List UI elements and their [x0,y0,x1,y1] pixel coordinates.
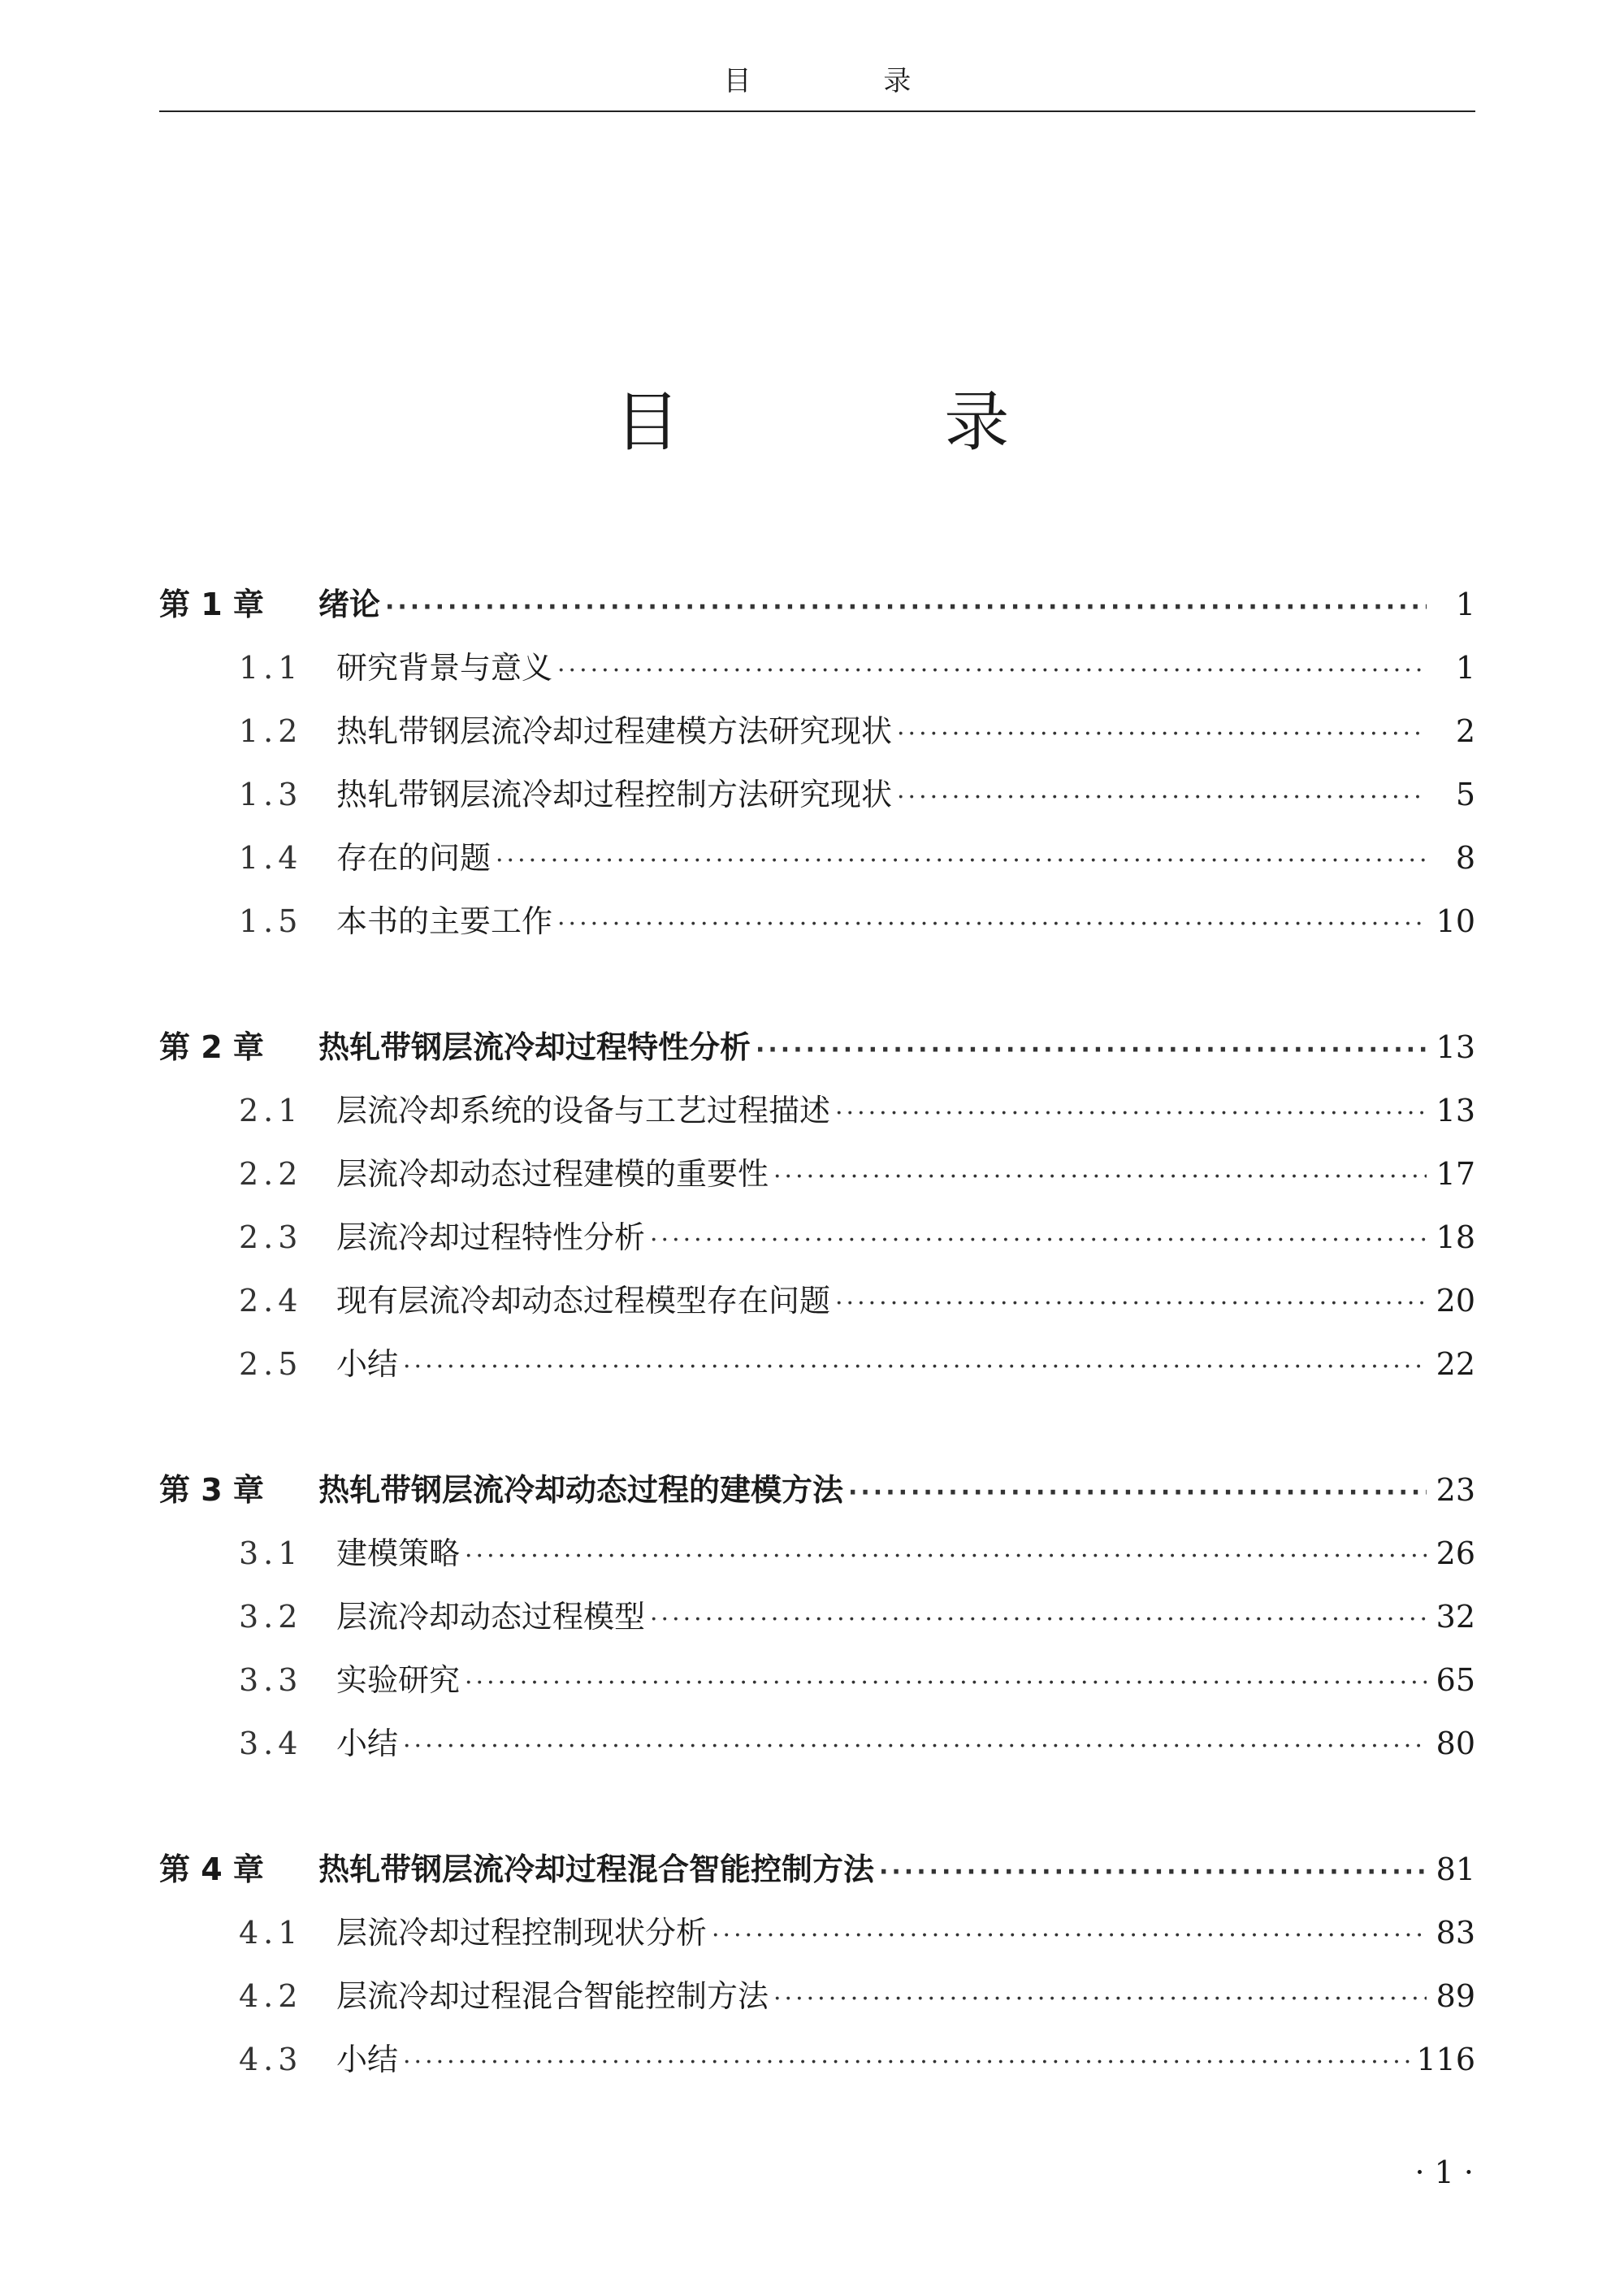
toc-section-entry[interactable] [159,1142,1475,1206]
entry-number: 1.3 [239,777,303,812]
dot-leader [769,1968,1427,2031]
dot-leader [830,1272,1427,1336]
entry-title: 现有层流冷却动态过程模型存在问题 [336,1283,831,1319]
toc-chapter-entry[interactable] [159,573,1475,636]
entry-page: 83 [1436,1915,1475,1951]
entry-page: 2 [1455,713,1475,749]
entry-title: 本书的主要工作 [336,903,553,939]
entry-title: 热轧带钢层流冷却过程建模方法研究现状 [336,713,893,749]
toc-section-entry[interactable] [159,763,1475,826]
entry-page: 81 [1436,1851,1475,1887]
entry-page: 1 [1455,650,1475,686]
entry-title: 小结 [336,2042,399,2077]
entry-page: 65 [1436,1662,1475,1698]
running-header [159,52,1475,112]
entry-title: 层流冷却过程特性分析 [336,1219,646,1255]
toc-section-entry[interactable] [159,1522,1475,1585]
dot-leader [491,829,1427,893]
entry-number: 第 1 章 [159,587,264,622]
entry-number: 1.4 [239,840,303,876]
entry-title: 存在的问题 [336,840,492,876]
entry-title: 热轧带钢层流冷却过程控制方法研究现状 [336,777,893,812]
entry-page: 20 [1436,1283,1475,1319]
toc-section-entry[interactable] [159,1585,1475,1648]
entry-number: 3.1 [239,1535,303,1571]
entry-page: 22 [1436,1346,1475,1382]
entry-page: 32 [1436,1599,1475,1635]
dot-leader [380,576,1427,639]
entry-page: 17 [1436,1156,1475,1192]
entry-title: 绪论 [318,587,381,622]
entry-number: 1.5 [239,903,303,939]
entry-number: 4.3 [239,2042,303,2077]
entry-page: 13 [1436,1029,1475,1065]
entry-title: 层流冷却动态过程模型 [336,1599,646,1635]
entry-page: 23 [1436,1472,1475,1508]
page-title: 目 录 [614,384,1132,460]
entry-page: 116 [1416,2042,1475,2077]
entry-number: 2.5 [239,1346,303,1382]
entry-title: 研究背景与意义 [336,650,553,686]
entry-title: 层流冷却过程控制现状分析 [336,1915,708,1951]
dot-leader [460,1525,1427,1588]
dot-leader [552,639,1427,703]
entry-title: 热轧带钢层流冷却动态过程的建模方法 [318,1472,844,1508]
chapter-block [159,1838,1475,2091]
entry-title: 热轧带钢层流冷却过程特性分析 [318,1029,751,1065]
entry-page: 13 [1436,1093,1475,1128]
toc-section-entry[interactable] [159,1648,1475,1712]
entry-number: 3.4 [239,1726,303,1761]
dot-leader [398,1336,1427,1399]
dot-leader [830,1082,1427,1145]
entry-number: 3.3 [239,1662,303,1698]
toc-section-entry[interactable] [159,890,1475,953]
entry-title: 层流冷却动态过程建模的重要性 [336,1156,769,1192]
toc-chapter-entry[interactable] [159,1016,1475,1079]
entry-number: 4.1 [239,1915,303,1951]
entry-page: 5 [1455,777,1475,812]
entry-page: 1 [1455,587,1475,622]
entry-number: 4.2 [239,1978,303,2014]
entry-page: 8 [1455,840,1475,876]
toc-chapter-entry[interactable] [159,1458,1475,1522]
entry-number: 2.4 [239,1283,303,1319]
chapter-block [159,573,1475,953]
entry-title: 建模策略 [336,1535,461,1571]
toc-section-entry[interactable] [159,1079,1475,1142]
dot-leader [645,1588,1427,1652]
entry-title: 层流冷却过程混合智能控制方法 [336,1978,769,2014]
chapter-block [159,1016,1475,1396]
dot-leader [398,2031,1416,2094]
entry-number: 1.2 [239,713,303,749]
toc-chapter-entry[interactable] [159,1838,1475,1901]
toc-section-entry[interactable] [159,699,1475,763]
dot-leader [460,1652,1427,1715]
toc-section-entry[interactable] [159,1901,1475,1964]
table-of-contents [159,573,1475,2091]
toc-section-entry[interactable] [159,2028,1475,2091]
entry-page: 26 [1436,1535,1475,1571]
entry-number: 1.1 [239,650,303,686]
entry-title: 小结 [336,1346,399,1382]
dot-leader [769,1145,1427,1209]
page-number: · 1 · [1414,2155,1474,2190]
dot-leader [552,893,1427,956]
entry-number: 第 2 章 [159,1029,264,1065]
toc-section-entry[interactable] [159,1269,1475,1332]
entry-number: 第 3 章 [159,1472,264,1508]
dot-leader [892,766,1427,829]
entry-title: 小结 [336,1726,399,1761]
entry-title: 实验研究 [336,1662,461,1698]
entry-page: 80 [1436,1726,1475,1761]
entry-number: 2.1 [239,1093,303,1128]
chapter-block [159,1458,1475,1775]
entry-number: 2.2 [239,1156,303,1192]
entry-title: 层流冷却系统的设备与工艺过程描述 [336,1093,831,1128]
toc-section-entry[interactable] [159,1206,1475,1269]
entry-number: 3.2 [239,1599,303,1635]
dot-leader [398,1715,1427,1778]
toc-section-entry[interactable] [159,636,1475,699]
running-header-title: 目 录 [723,65,973,97]
toc-section-entry[interactable] [159,826,1475,890]
toc-section-entry[interactable] [159,1332,1475,1396]
entry-number: 2.3 [239,1219,303,1255]
entry-page: 89 [1436,1978,1475,2014]
dot-leader [874,1841,1427,1904]
dot-leader [892,703,1427,766]
entry-title: 热轧带钢层流冷却过程混合智能控制方法 [318,1851,875,1887]
entry-number: 第 4 章 [159,1851,264,1887]
entry-page: 10 [1436,903,1475,939]
entry-page: 18 [1436,1219,1475,1255]
dot-leader [843,1462,1427,1525]
toc-section-entry[interactable] [159,1712,1475,1775]
dot-leader [645,1209,1427,1272]
toc-section-entry[interactable] [159,1964,1475,2028]
dot-leader [707,1904,1427,1968]
dot-leader [751,1019,1427,1082]
